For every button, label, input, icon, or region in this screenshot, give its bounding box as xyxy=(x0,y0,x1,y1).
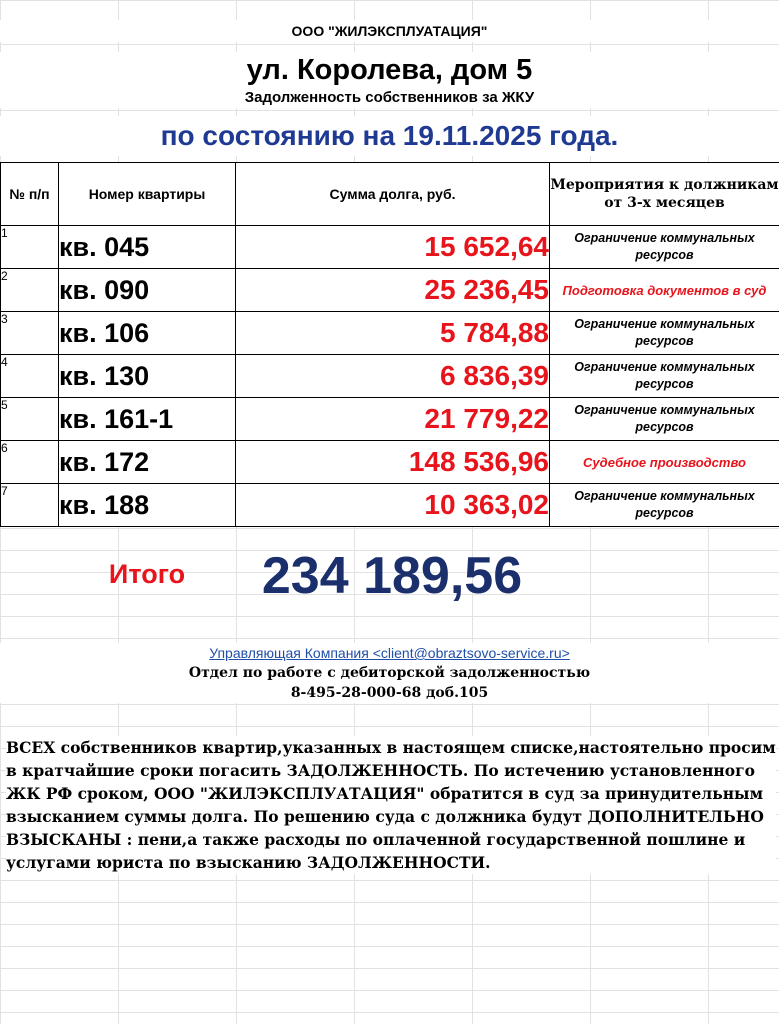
debt-action: Судебное производство xyxy=(550,441,779,484)
row-number: 2 xyxy=(1,269,59,312)
debt-amount: 6 836,39 xyxy=(236,355,550,398)
debt-action: Ограничение коммунальных ресурсов xyxy=(550,355,779,398)
debt-action: Ограничение коммунальных ресурсов xyxy=(550,398,779,441)
debt-amount: 21 779,22 xyxy=(236,398,550,441)
debt-action: Ограничение коммунальных ресурсов xyxy=(550,312,779,355)
row-number: 6 xyxy=(1,441,59,484)
debt-amount: 148 536,96 xyxy=(236,441,550,484)
debt-notice: ВСЕХ собственников квартир,указанных в настоящем списке,настоятельно просим в кратчайшие сроки погасить ЗАДОЛЖЕННОСТЬ. По истечению установленного ЖК РФ сроком, ООО "ЖИЛЭКСПЛУАТАЦИЯ" обратится в суд за принудительным взысканием суммы долга. По решению суда с должника будут ДОПОЛНИТЕЛЬНО ВЗЫСКАНЫ : пени,а также расходы по оплаченной государственной пошлине и услугами юриста по взысканию ЗАДОЛЖЕННОСТИ. xyxy=(6,738,776,872)
apartment-number: кв. 090 xyxy=(59,269,236,312)
header-apartment: Номер квартиры xyxy=(59,163,236,226)
table-row xyxy=(1,269,779,312)
header-debt: Сумма долга, руб. xyxy=(236,163,550,226)
department-name: Отдел по работе с дебиторской задолженностью xyxy=(0,663,779,683)
table-row xyxy=(1,226,779,269)
company-email-link[interactable]: Управляющая Компания <client@obraztsovo-service.ru> xyxy=(0,643,779,663)
header-measures: Мероприятия к должникам от 3-х месяцев xyxy=(550,163,779,226)
total-label: Итого xyxy=(108,559,186,589)
debt-action: Подготовка документов в суд xyxy=(550,269,779,312)
row-number: 3 xyxy=(1,312,59,355)
debt-action: Ограничение коммунальных ресурсов xyxy=(550,226,779,269)
debt-amount: 5 784,88 xyxy=(236,312,550,355)
row-number: 5 xyxy=(1,398,59,441)
table-row xyxy=(1,355,779,398)
company-name: ООО "ЖИЛЭКСПЛУАТАЦИЯ" xyxy=(0,20,779,42)
debt-table xyxy=(0,162,779,527)
total-amount: 234 189,56 xyxy=(261,547,523,605)
apartment-number: кв. 045 xyxy=(59,226,236,269)
table-header-row xyxy=(1,163,779,226)
debt-amount: 15 652,64 xyxy=(236,226,550,269)
debt-amount: 10 363,02 xyxy=(236,484,550,527)
report-date: по состоянию на 19.11.2025 года. xyxy=(0,116,779,156)
building-address: ул. Королева, дом 5 xyxy=(0,52,779,88)
apartment-number: кв. 130 xyxy=(59,355,236,398)
apartment-number: кв. 188 xyxy=(59,484,236,527)
phone-number: 8-495-28-000-68 доб.105 xyxy=(0,683,779,703)
row-number: 7 xyxy=(1,484,59,527)
row-number: 1 xyxy=(1,226,59,269)
table-row xyxy=(1,484,779,527)
row-number: 4 xyxy=(1,355,59,398)
table-row xyxy=(1,312,779,355)
apartment-number: кв. 161-1 xyxy=(59,398,236,441)
debt-amount: 25 236,45 xyxy=(236,269,550,312)
debt-action: Ограничение коммунальных ресурсов xyxy=(550,484,779,527)
header-num: № п/п xyxy=(1,163,59,226)
apartment-number: кв. 172 xyxy=(59,441,236,484)
table-row xyxy=(1,441,779,484)
apartment-number: кв. 106 xyxy=(59,312,236,355)
table-row xyxy=(1,398,779,441)
report-subtitle: Задолженность собственников за ЖКУ xyxy=(0,88,779,108)
